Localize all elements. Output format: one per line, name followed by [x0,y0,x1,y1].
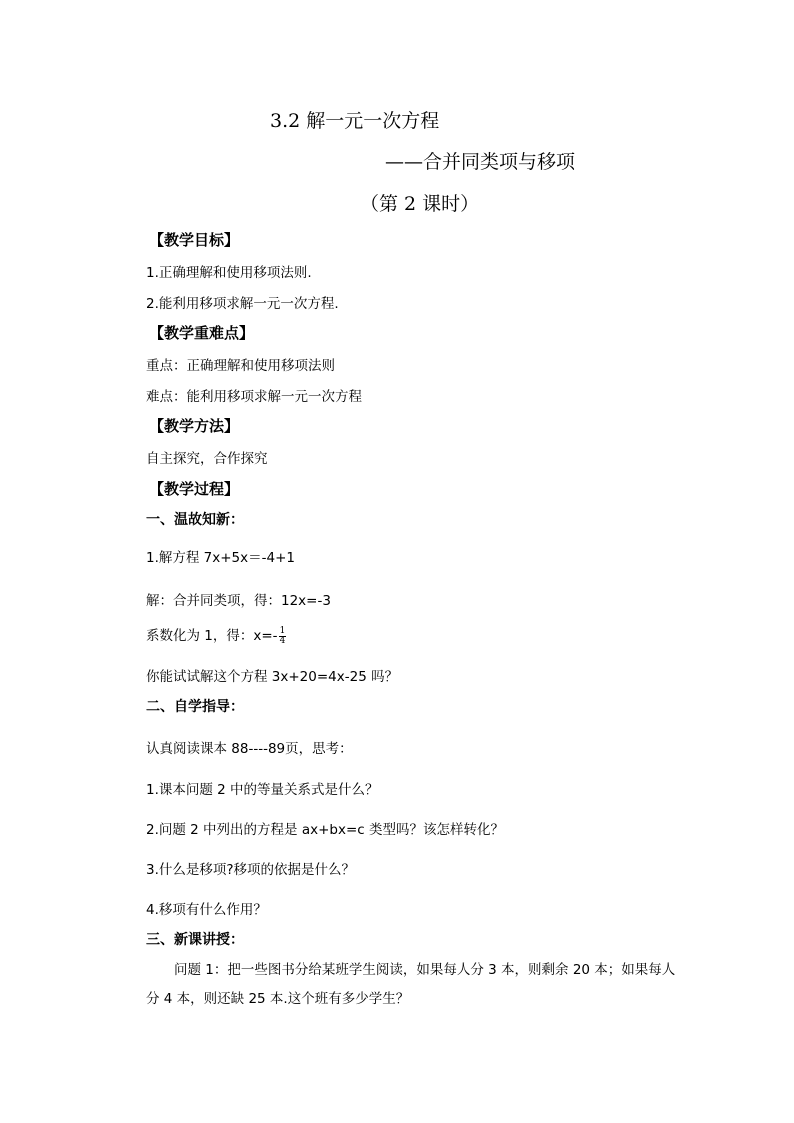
part2-question-2: 2.问题 2 中列出的方程是 ax+bx=c 类型吗？该怎样转化？ [146,822,504,838]
method-text: 自主探究，合作探究 [146,451,268,467]
part1-solution: 解：合并同类项，得：12x=-3 [146,593,331,609]
section-heading-keypoints: 【教学重难点】 [149,324,255,342]
section-heading-process: 【教学过程】 [149,480,240,498]
key-point: 重点：正确理解和使用移项法则 [146,358,335,374]
part1-coefficient-line [146,624,286,646]
part1-heading: 一、温故知新： [146,512,244,528]
lesson-period: （第 2 课时） [360,193,480,215]
part3-heading: 三、新课讲授： [146,932,244,948]
part2-question-4: 4.移项有什么作用？ [146,902,267,918]
fraction [279,627,287,646]
document-subtitle: ——合并同类项与移项 [385,151,576,173]
section-heading-methods: 【教学方法】 [149,417,240,435]
part2-question-3: 3.什么是移项?移项的依据是什么？ [146,862,356,878]
coefficient-text: 系数化为 1，得：x=- [146,628,278,644]
fraction-numerator: 1 [279,625,286,636]
part3-problem: 问题 1：把一些图书分给某班学生阅读，如果每人分 3 本，则剩余 20 本；如果每人分 4 本，则还缺 25 本.这个班有多少学生？ [146,962,676,1007]
document-title: 3.2 解一元一次方程 [270,110,440,132]
part1-try: 你能试试解这个方程 3x+20=4x-25 吗？ [146,669,399,685]
objective-1: 1.正确理解和使用移项法则. [146,265,312,281]
section-heading-objectives: 【教学目标】 [149,231,240,249]
difficult-point: 难点：能利用移项求解一元一次方程 [146,389,362,405]
part1-question: 1.解方程 7x+5x＝-4+1 [146,550,296,566]
objective-2: 2.能利用移项求解一元一次方程. [146,296,339,312]
part2-question-1: 1.课本问题 2 中的等量关系式是什么？ [146,782,379,798]
fraction-denominator: 4 [279,635,286,646]
part2-heading: 二、自学指导： [146,699,244,715]
part2-intro: 认真阅读课本 88----89页，思考： [146,741,353,757]
